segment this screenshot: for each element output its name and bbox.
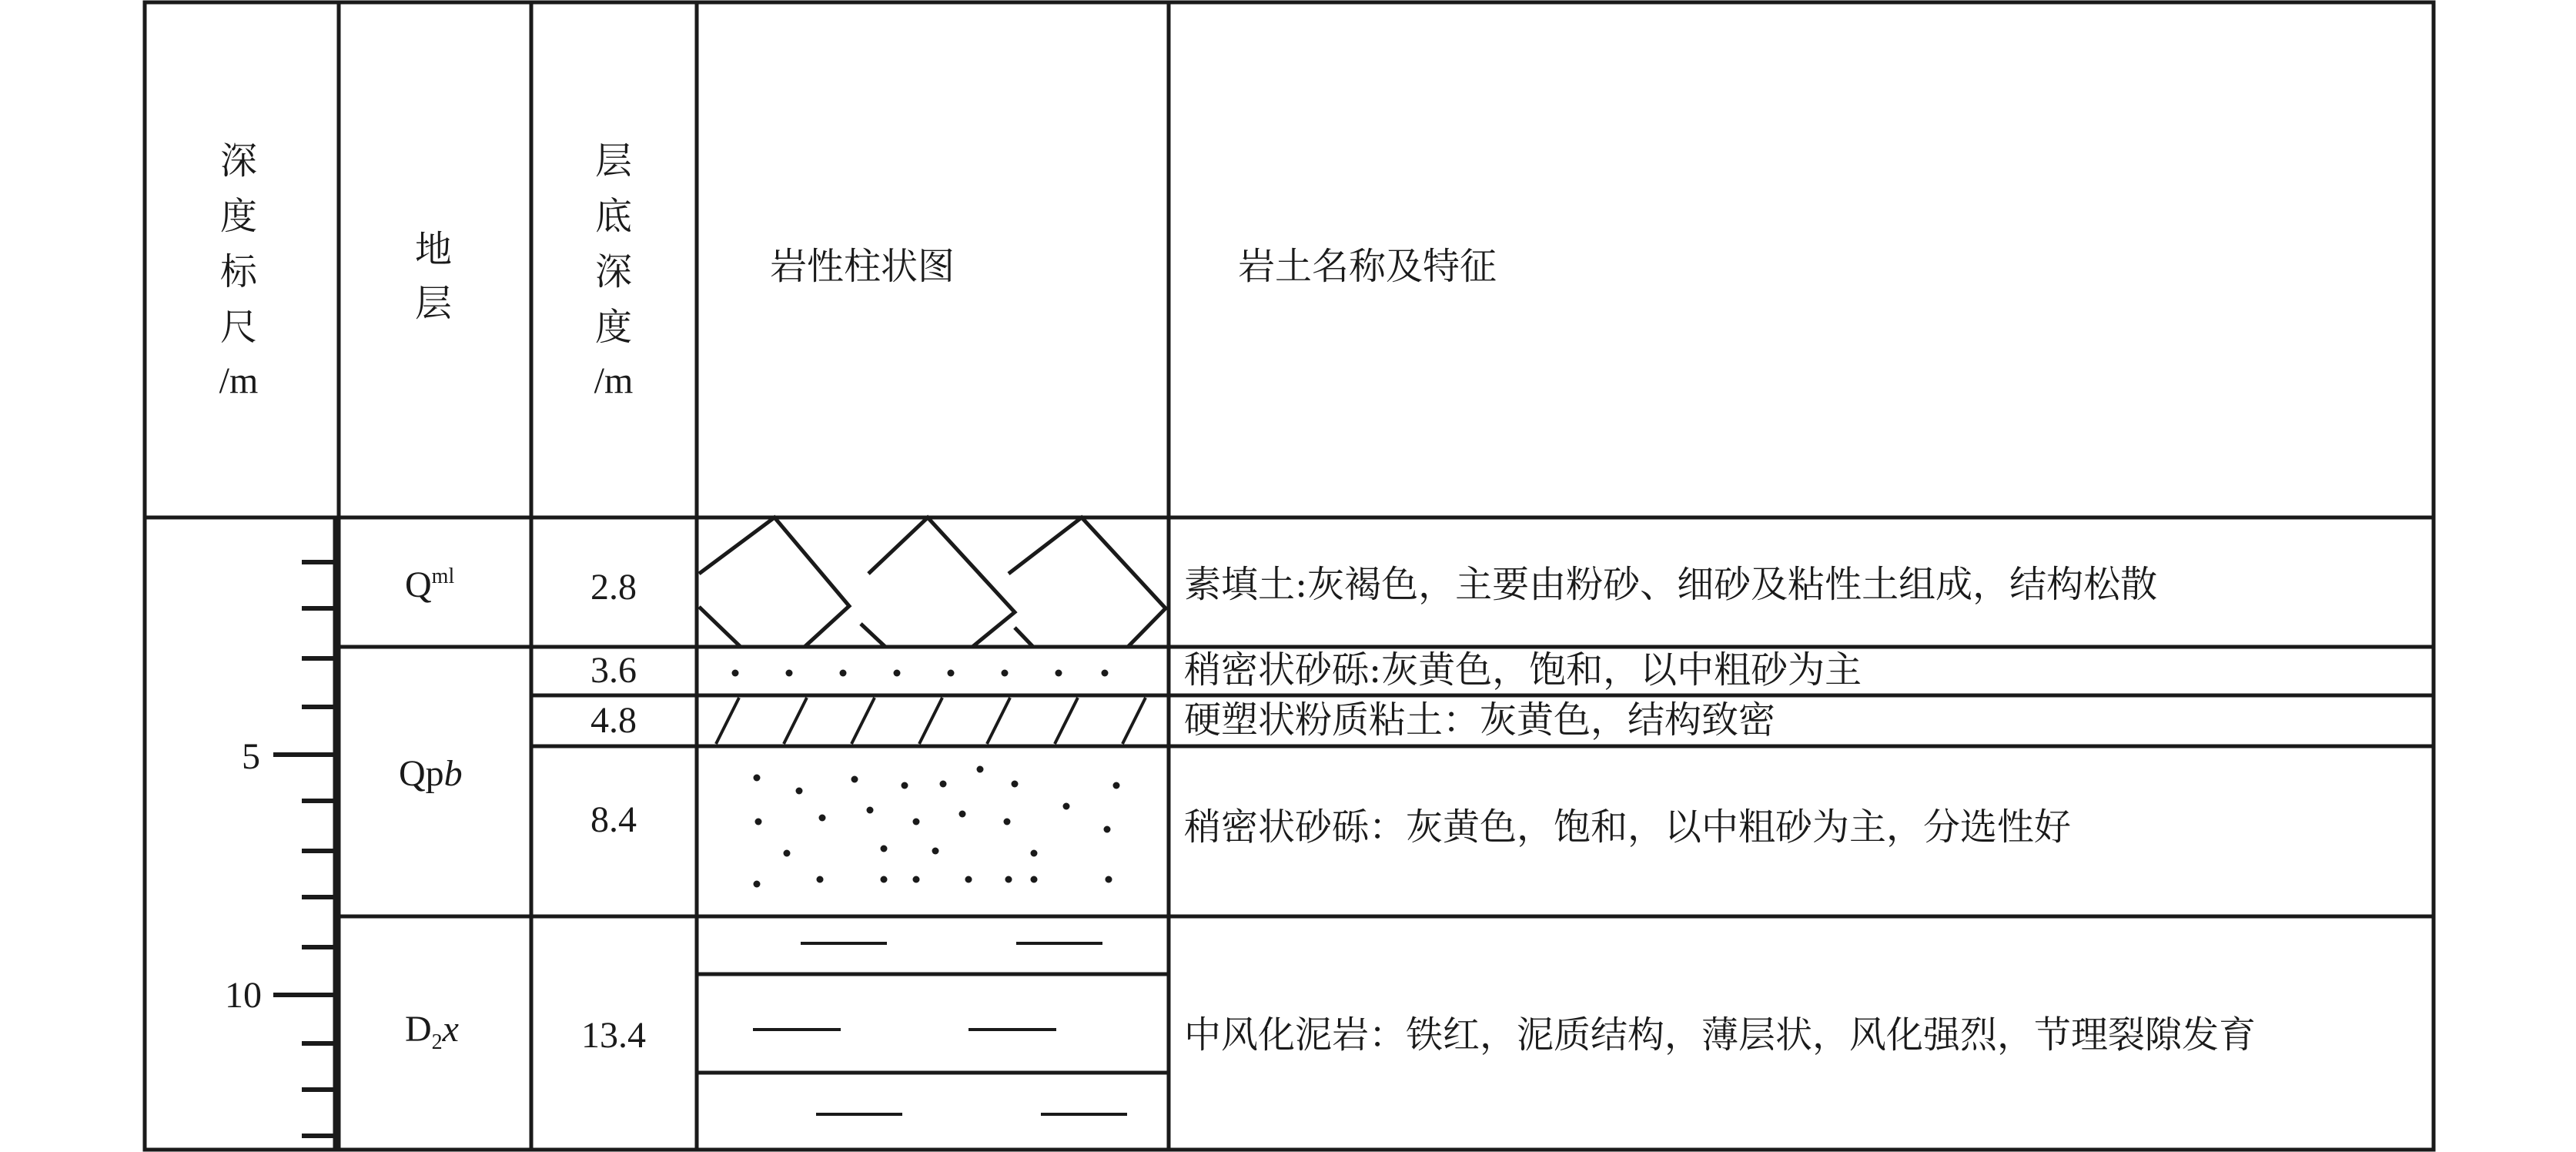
depth-scale-label-5: 5 <box>242 736 260 777</box>
sand-dot <box>881 876 888 883</box>
bottom-depth-values <box>581 567 646 1056</box>
header-bottom-depth-char-3: 深 <box>594 250 633 293</box>
sand-dot <box>786 670 793 677</box>
stratum-label-fill <box>405 564 454 605</box>
sand-dot <box>819 815 826 822</box>
sand-dot <box>1104 826 1111 833</box>
sand-dot <box>754 775 761 782</box>
sand-dot <box>1113 782 1120 789</box>
sand-dot <box>732 670 739 677</box>
sand-dot <box>1063 803 1070 810</box>
sand-dot <box>1031 850 1038 857</box>
sand-dot <box>851 776 858 783</box>
header-depth-scale-char-3: 标 <box>219 250 258 293</box>
sand-dot <box>894 670 901 677</box>
sand-dot <box>817 876 824 883</box>
stratum-label-d2x <box>405 1009 459 1054</box>
lithology-clay-hatch <box>716 698 1146 744</box>
bottom-depth-value-3: 4.8 <box>590 700 637 741</box>
sand-dot <box>965 876 972 883</box>
clay-hatch-line <box>716 698 739 744</box>
stratum-label-fill-superscript: ml <box>431 564 455 588</box>
sand-dot <box>1031 876 1038 883</box>
lithology-mudstone-dashes <box>753 943 1127 1114</box>
stratum-label-qpb-italic: b <box>443 753 463 794</box>
sand-dot <box>1004 819 1011 825</box>
stratum-label-d2x-subscript: 2 <box>431 1030 443 1054</box>
sand-dot <box>1055 670 1062 677</box>
bottom-depth-value-4: 8.4 <box>590 799 637 840</box>
fill-diamond-shape-5 <box>861 624 885 647</box>
sand-dot <box>948 670 955 677</box>
bottom-depth-value-2: 3.6 <box>590 650 637 691</box>
stratum-label-qpb-base: Qp <box>399 753 444 794</box>
clay-hatch-line <box>1055 698 1078 744</box>
sand-dot <box>867 807 874 814</box>
header-depth-scale <box>219 139 259 401</box>
sand-dot <box>840 670 847 677</box>
sand-dot <box>940 781 947 788</box>
bottom-depth-value-1: 2.8 <box>590 567 637 608</box>
depth-ruler <box>273 517 336 1150</box>
header-stratum-char-1: 地 <box>414 228 453 271</box>
sand-dot <box>959 811 966 818</box>
clay-hatch-line <box>1122 698 1146 744</box>
header-lithology-column: 岩性柱状图 <box>770 245 955 288</box>
header-bottom-depth-char-2: 底 <box>594 195 633 238</box>
header-depth-scale-char-4: 尺 <box>219 306 258 349</box>
depth-scale-label-10: 10 <box>225 975 262 1016</box>
header-depth-scale-unit: /m <box>219 360 259 401</box>
layer-description-2: 稍密状砂砾:灰黄色，饱和，以中粗砂为主 <box>1184 648 1862 692</box>
header-bottom-depth-unit: /m <box>594 360 634 401</box>
sand-dot <box>754 881 761 888</box>
clay-hatch-line <box>784 698 807 744</box>
sand-dot <box>977 766 984 773</box>
layer-description-1: 素填土:灰褐色，主要由粉砂、细砂及粘性土组成，结构松散 <box>1184 563 2158 606</box>
lithology-sand-scattered-dots <box>754 766 1120 888</box>
sand-dot <box>913 819 920 825</box>
sand-dot <box>902 782 908 789</box>
stratum-label-qpb <box>399 753 463 794</box>
lithology-sand-dots-row <box>732 670 1109 677</box>
sand-dot <box>1005 876 1012 883</box>
stratum-label-fill-base: Q <box>405 564 432 605</box>
layer-descriptions <box>1184 563 2256 1057</box>
layer-description-4: 稍密状砂砾：灰黄色，饱和，以中粗砂为主，分选性好 <box>1184 805 2072 849</box>
sand-dot <box>796 788 803 795</box>
fill-diamond-shape-6 <box>1015 628 1033 647</box>
header-depth-scale-char-2: 度 <box>219 195 258 238</box>
sand-dot <box>913 876 920 883</box>
header-soil-description: 岩土名称及特征 <box>1238 245 1497 288</box>
header-bottom-depth-char-4: 度 <box>594 306 633 349</box>
header-bottom-depth-char-1: 层 <box>594 139 633 183</box>
depth-ruler-ticks <box>273 562 336 1136</box>
clay-hatch-line <box>987 698 1010 744</box>
sand-dot <box>881 846 888 852</box>
header-stratum-char-2: 层 <box>414 282 453 325</box>
sand-dot <box>1012 781 1019 788</box>
lithology-fill-pattern <box>699 517 1166 647</box>
clay-hatch-line <box>919 698 942 744</box>
layer-description-3: 硬塑状粉质粘土：灰黄色，结构致密 <box>1184 698 1776 742</box>
clay-hatch-line <box>851 698 875 744</box>
sand-dot <box>1002 670 1009 677</box>
sand-dot <box>755 819 762 825</box>
sand-dot <box>932 848 939 855</box>
bottom-depth-value-5: 13.4 <box>581 1015 646 1056</box>
stratum-label-d2x-italic: x <box>442 1009 459 1050</box>
header-bottom-depth <box>594 139 634 401</box>
fill-diamond-shape-4 <box>699 607 741 647</box>
fill-diamond-shape-3 <box>1009 517 1166 647</box>
stratum-label-d2x-base: D <box>405 1009 432 1050</box>
header-stratum <box>415 228 452 325</box>
layer-description-5: 中风化泥岩：铁红，泥质结构，薄层状，风化强烈，节理裂隙发育 <box>1184 1013 2257 1057</box>
header-depth-scale-char-1: 深 <box>219 139 258 183</box>
sand-dot <box>1106 876 1112 883</box>
sand-dot <box>784 850 791 857</box>
sand-dot <box>1102 670 1109 677</box>
fill-diamond-shape-2 <box>868 517 1015 647</box>
